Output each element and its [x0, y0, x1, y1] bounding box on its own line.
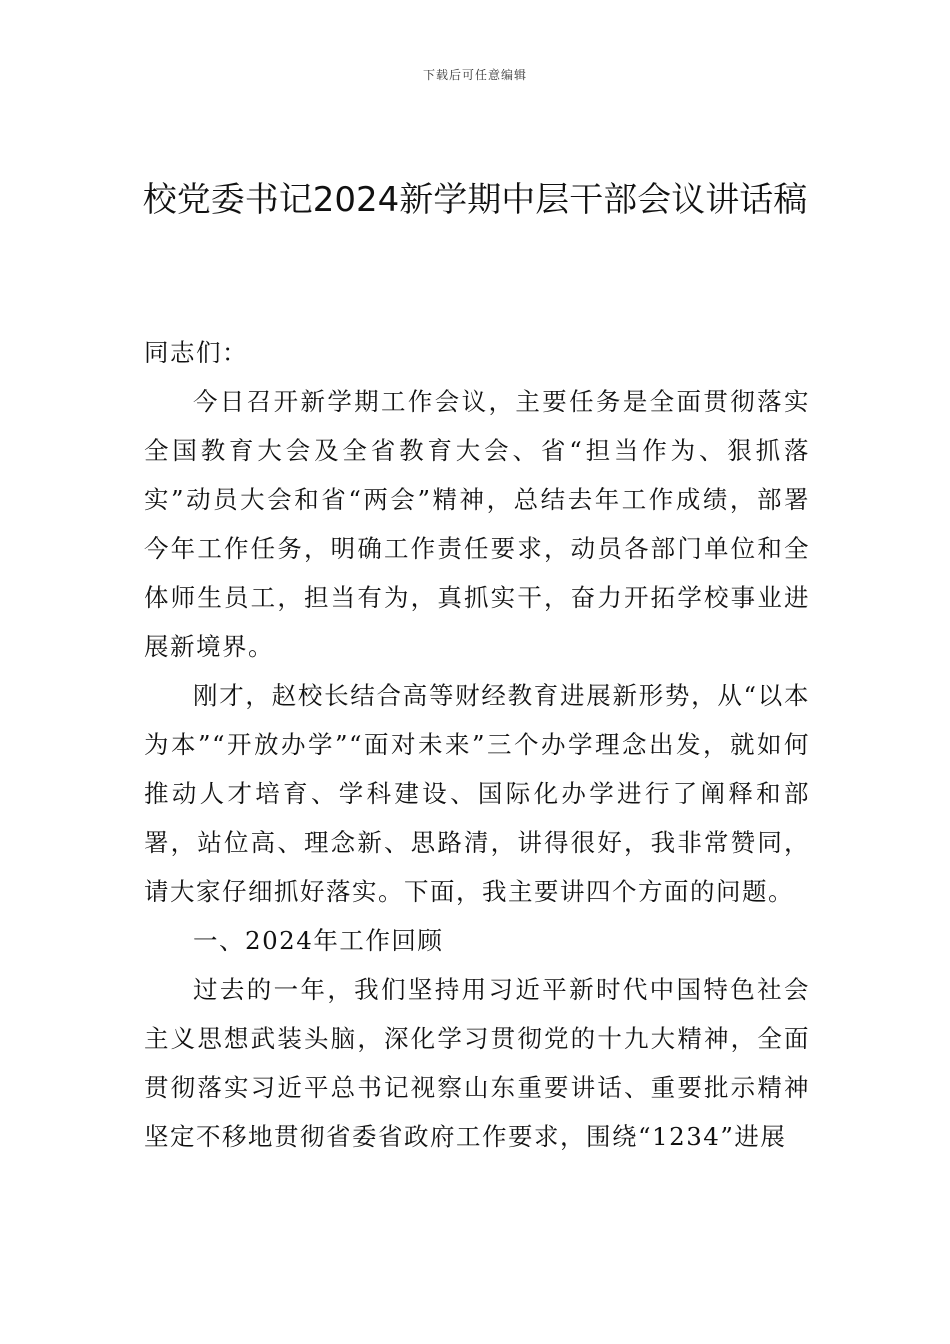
body-paragraph-1: 今日召开新学期工作会议，主要任务是全面贯彻落实全国教育大会及全省教育大会、省“担当作为、狠抓落实”动员大会和省“两会”精神，总结去年工作成绩，部署今年工作任务，明确工作责任要求，动员各部门单位和全体师生员工，担当有为，真抓实干，奋力开拓学校事业进展新境界。 [144, 387, 810, 661]
page-title: 校党委书记2024新学期中层干部会议讲话稿 [142, 180, 808, 220]
section-paragraph: 过去的一年，我们坚持用习近平新时代中国特色社会主义思想武装头脑，深化学习贯彻党的十九大精神，全面贯彻落实习近平总书记视察山东重要讲话、重要批示精神坚定不移地贯彻省委省政府工作要求，围绕“1234”进展 [144, 975, 810, 1151]
document-body [144, 328, 810, 1161]
body-paragraph-2: 刚才，赵校长结合高等财经教育进展新形势，从“以本为本”“开放办学”“面对未来”三个办学理念出发，就如何推动人才培育、学科建设、国际化办学进行了阐释和部署，站位高、理念新、思路清，讲得很好，我非常赞同，请大家仔细抓好落实。下面，我主要讲四个方面的问题。 [144, 681, 810, 906]
section-heading: 一、2024年工作回顾 [193, 926, 444, 955]
header-note: 下载后可任意编辑 [422, 68, 527, 82]
salutation: 同志们： [144, 338, 248, 367]
